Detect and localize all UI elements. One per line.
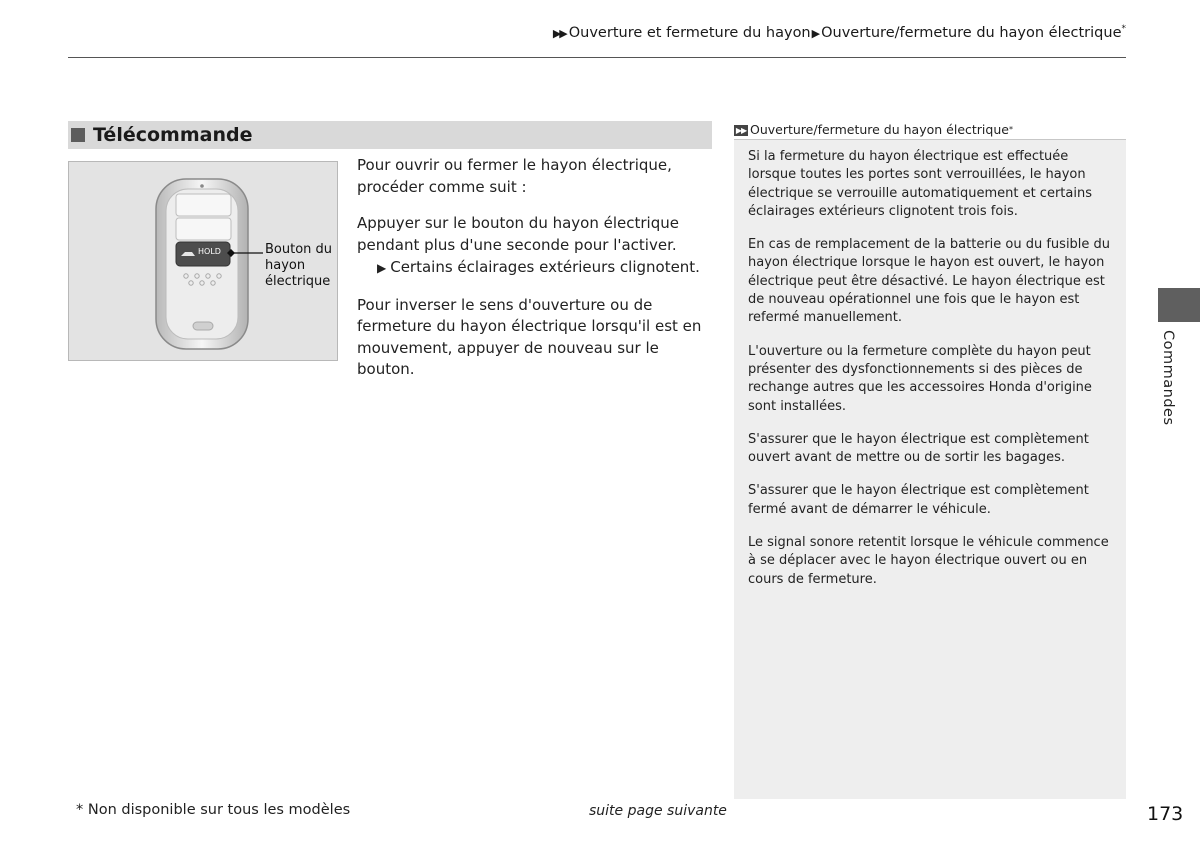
note-paragraph: Le signal sonore retentit lorsque le véhicule commence à se déplacer avec le hayon électrique ouvert ou en cours de fermeture.: [748, 535, 1109, 587]
result-line: [377, 257, 717, 280]
square-bullet-icon: [71, 128, 85, 142]
double-triangle-icon: ▶▶: [552, 26, 566, 40]
callout-label: Bouton du hayon électrique: [265, 242, 333, 289]
section-title: Télécommande: [93, 124, 253, 146]
triangle-icon: ▶: [811, 26, 821, 40]
note-paragraph: Si la fermeture du hayon électrique est effectuée lorsque toutes les portes sont verrouillées, le hayon électrique se verrouille automatiquement et certains éclairages extérieurs clignotent trois fois.: [748, 149, 1092, 219]
paragraph: Pour ouvrir ou fermer le hayon électrique, procéder comme suit :: [357, 156, 672, 196]
asterisk: *: [1121, 24, 1126, 34]
asterisk: *: [1008, 125, 1013, 134]
note-paragraph: S'assurer que le hayon électrique est complètement ouvert avant de mettre ou de sortir les bagages.: [748, 431, 1089, 466]
side-note-title: Ouverture/fermeture du hayon électrique: [750, 122, 1009, 137]
breadcrumb-item: Ouverture/fermeture du hayon électrique: [821, 24, 1122, 41]
side-note-body: [734, 140, 1126, 589]
note-paragraph: L'ouverture ou la fermeture complète du hayon peut présenter des dysfonctionnements si des pièces de rechange autres que les accessoires Honda d'origine sont installées.: [748, 343, 1092, 414]
note-arrow-icon: ▶▶: [735, 125, 747, 135]
side-note: [734, 121, 1126, 799]
note-paragraph: En cas de remplacement de la batterie ou du fusible du hayon électrique lorsque le hayon est ouvert, le hayon électrique peut être désactivé. Le hayon électrique est de nouveau opérationnel une fois que le hayon est refermé manuellement.: [748, 237, 1111, 326]
main-text: [357, 155, 717, 396]
chapter-tab: [1158, 288, 1200, 322]
continued-note: suite page suivante: [589, 803, 727, 819]
footnote: * Non disponible sur tous les modèles: [76, 802, 351, 818]
note-paragraph: S'assurer que le hayon électrique est complètement fermé avant de démarrer le véhicule.: [748, 483, 1089, 517]
result-arrow-icon: ▶: [377, 261, 387, 275]
remote-figure: [68, 161, 338, 361]
chapter-label: Commandes: [1160, 330, 1176, 426]
paragraph: Appuyer sur le bouton du hayon électrique pendant plus d'une seconde pour l'activer.: [357, 214, 679, 254]
hold-button-label: HOLD: [198, 247, 221, 256]
page-number: 173: [1147, 803, 1184, 825]
section-heading: [68, 121, 712, 149]
breadcrumb: [553, 24, 1126, 41]
paragraph: Pour inverser le sens d'ouverture ou de fermeture du hayon électrique lorsqu'il est en mouvement, appuyer de nouveau sur le bouton.: [357, 295, 702, 378]
side-note-header: [734, 121, 1126, 140]
header-rule: [68, 57, 1126, 58]
breadcrumb-item: Ouverture et fermeture du hayon: [568, 24, 811, 41]
result-text: Certains éclairages extérieurs clignotent.: [390, 258, 700, 276]
